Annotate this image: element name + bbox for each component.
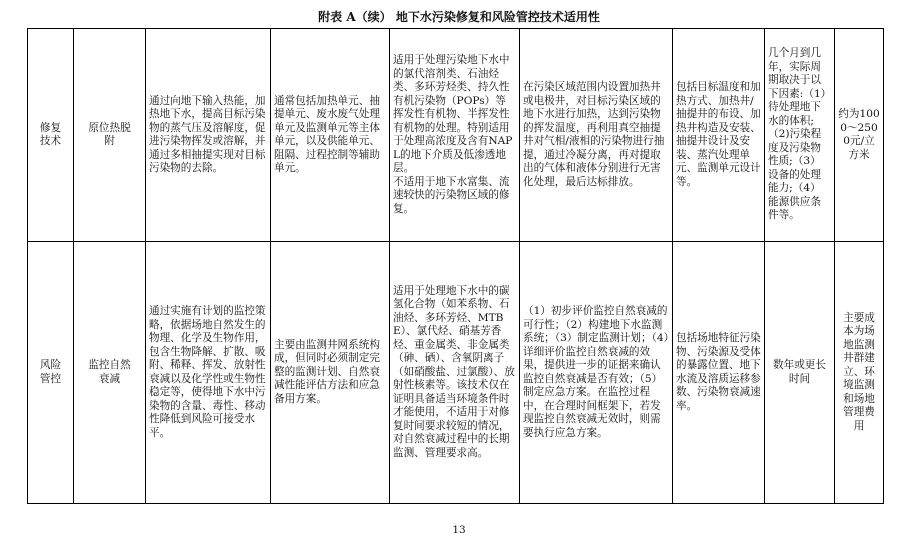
page-number: 13 [452,524,466,536]
principle-cell: 通过实施有计划的监控策略，依据场地自然发生的物理、化学及生物作用，包含生物降解、扩散、吸附、稀释、挥发、放射性衰减以及化学性或生物性稳定等，使得地下水中污染物的含量、毒性、移动性降低到风险可接受水平。 [146,242,271,504]
parameters-cell: （1）初步评价监控自然衰减的可行性；（2）构建地下水监测系统；（3）制定监测计划；（4）详细评价监控自然衰减的效果，提供进一步的证据来确认监控自然衰减是否有效；（5）制定应急方案。在监控过程中，在合理时间框架下，若发现监控自然衰减无效时，则需要执行应急方案。 [520,242,673,504]
period-cell: 几个月到几年，实际周期取决于以下因素:（1）待处理地下水的体积;（2)污染程度及污染物性质;（3）设备的处理能力;（4）能源供应条件等。 [765,29,835,242]
applicability-cell: 适用于处理污染地下水中的氯代溶剂类、石油烃类、多环芳烃类、持久性有机污染物（POPs）等挥发性有机物、半挥发性有机物的处理。特别适用于处理高浓度及含有NAPL的地下介质及低渗透地层。 不适用于地下水富集、流速较快的污染物区域的修复。 [390,29,520,242]
factors-cell: 包括目标温度和加热方式、加热井/抽提井的布设、加热井构造及安装、抽提井设计及安装、蒸汽处理单元、监测单元设计等。 [673,29,765,242]
principle-cell: 通过向地下输入热能，加热地下水，提高目标污染物的蒸气压及溶解度，促进污染物挥发或溶解，并通过多相抽提实现对目标污染物的去除。 [146,29,271,242]
composition-cell: 主要由监测井网系统构成，但同时必须制定完整的监测计划、自然衰减性能评估方法和应急备用方案。 [271,242,390,504]
parameters-cell: 在污染区域范围内设置加热井或电极井，对目标污染区域的地下水进行加热，达到污染物的挥发温度，再利用真空抽提井对气相/液相的污染物进行抽提，通过冷凝分离，再对提取出的气体和液体分别进行无害化处理，最后达标排放。 [520,29,673,242]
category-cell: 修复 技术 [28,29,74,242]
table-row [28,242,884,504]
period-cell: 数年或更长时间 [765,242,835,504]
technology-name-cell: 原位热脱 附 [74,29,146,242]
composition-cell: 通常包括加热单元、抽提单元、废水废气处理单元及监测单元等主体单元，以及供能单元、阻隔、过程控制等辅助单元。 [271,29,390,242]
cost-cell: 约为1000～2500元/立方米 [835,29,884,242]
technology-applicability-table [27,28,884,504]
category-cell: 风险 管控 [28,242,74,504]
cost-cell: 主要成本为场地监测井群建立、环境监测和场地管理费用 [835,242,884,504]
table-title: 附表 A（续） 地下水污染修复和风险管控技术适用性 [318,10,600,24]
table-row [28,29,884,242]
factors-cell: 包括场地特征污染物、污染源及受体的暴露位置、地下水流及溶质运移参数、污染物衰减速率。 [673,242,765,504]
technology-name-cell: 监控自然 衰减 [74,242,146,504]
applicability-cell: 适用于处理地下水中的碳氢化合物（如苯系物、石油烃、多环芳烃、MTBE）、氯代烃、硝基芳香烃、重金属类、非金属类（砷、硒）、含氧阴离子（如硝酸盐、过氯酸）、放射性核素等。该技术仅在证明具备适当环境条件时才能使用，不适用于对修复时间要求较短的情况，对自然衰减过程中的长期监测、管理要求高。 [390,242,520,504]
